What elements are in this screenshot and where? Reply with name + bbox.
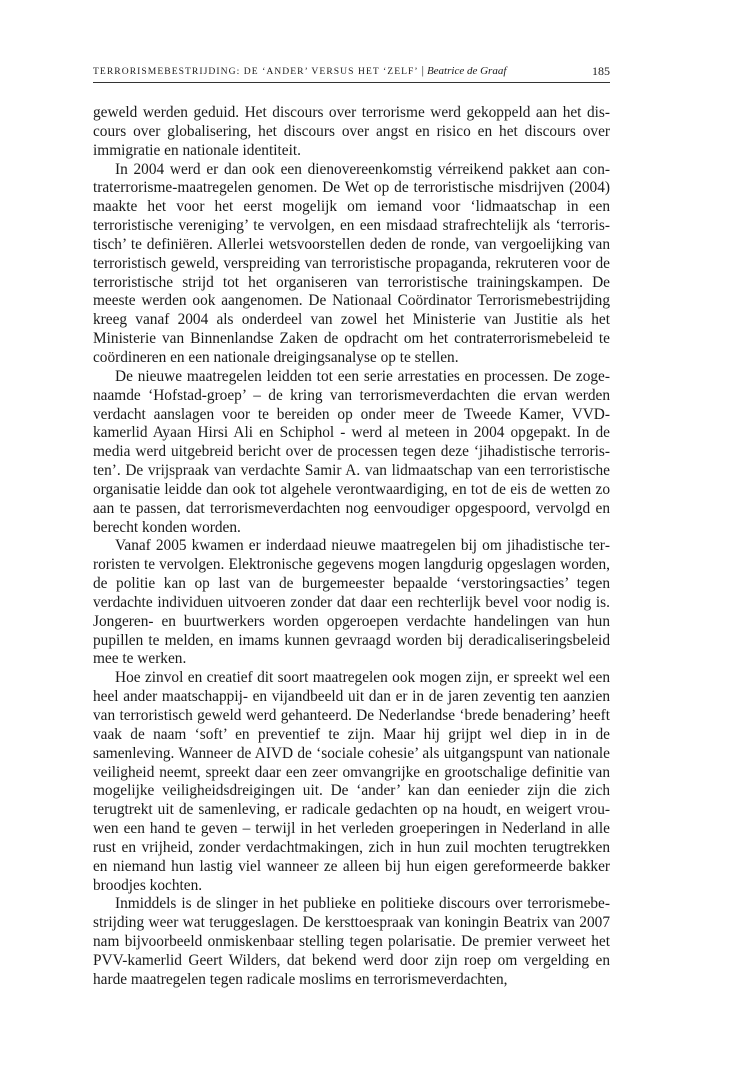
paragraph-1: geweld werden geduid. Het discours over terrorisme werd gekoppeld aan het discours over globalisering, het discours over angst en risico en het discours over immigratie en nationale identiteit. <box>93 104 610 159</box>
running-header <box>93 62 610 83</box>
header-separator: | <box>421 65 424 77</box>
running-title <box>93 63 506 80</box>
running-title-text: TERRORISMEBESTRIJDING: DE ‘ANDER’ VERSUS HET ‘ZELF’ <box>93 66 419 77</box>
author-name: Beatrice de Graaf <box>426 65 507 77</box>
paragraph-4: Vanaf 2005 kwamen er inderdaad nieuwe maatregelen bij om jihadistische terroristen te vervolgen. Elektronische gegevens mogen langdurig opgeslagen worden, de politie kan op last van de burgemeester bepaalde ‘verstoringsacties’ tegen verdachte individuen uitvoeren zonder dat daar een rechterlijk bevel voor nodig is. Jongeren- en buurtwerkers worden opgeroepen verdachte handelingen van hun pupillen te melden, en imams kunnen gevraagd worden bij deradicaliseringsbeleid mee te werken. <box>93 537 610 668</box>
body-text <box>93 104 610 990</box>
paragraph-2: In 2004 werd er dan ook een dienovereenkomstig vérreikend pakket aan contraterrorisme-maatregelen genomen. De Wet op de terroristische misdrijven (2004) maakte het voor het eerst mogelijk om iemand voor ‘lidmaatschap in een terroristische vereniging’ te vervolgen, en een misdaad strafrechtelijk als ‘terroristisch’ te definiëren. Allerlei wetsvoorstellen deden de ronde, van vergoelijking van terroristisch geweld, verspreiding van terroristische propaganda, rekruteren voor de terroristische strijd tot het organiseren van terroristische trainingskampen. De meeste werden ook aangenomen. De Nationaal Coördinator Terrorismebestrijding kreeg vanaf 2004 als onderdeel van zowel het Ministerie van Justitie als het Ministerie van Binnenlandse Zaken de opdracht om het contraterrorismebeleid te coördineren en een nationale dreigingsanalyse op te stellen. <box>93 160 610 366</box>
paragraph-5: Hoe zinvol en creatief dit soort maatregelen ook mogen zijn, er spreekt wel een heel ander maatschappij- en vijandbeeld uit dan er in de jaren zeventig ten aanzien van terroristisch geweld werd gehanteerd. De Nederlandse ‘brede benadering’ heeft vaak de naam ‘soft’ en preventief te zijn. Maar hij grijpt wel diep in in de samenleving. Wanneer de AIVD de ‘sociale cohesie’ als uitgangspunt van nationale veiligheid neemt, spreekt daar een zeer omvangrijke en grootschalige definitie van mogelijke veiligheidsdreigingen uit. De ‘ander’ kan dan eenieder zijn die zich terugtrekt uit de samenleving, er radicale gedachten op na houdt, en weigert vrouwen een hand te geven – terwijl in het verleden groeperingen in Nederland in alle rust en vrijheid, zonder verdachtmakingen, zich in hun zuil mochten terugtrekken en niemand hun lastig viel wanneer ze alleen bij hun eigen gereformeerde bakker broodjes kochten. <box>93 669 610 894</box>
page-number: 185 <box>592 64 610 78</box>
paragraph-6: Inmiddels is de slinger in het publieke en politieke discours over terrorismebestrijding weer wat teruggeslagen. De kersttoespraak van koningin Beatrix van 2007 nam bijvoorbeeld onmiskenbaar stelling tegen polarisatie. De premier verweet het PVV-kamerlid Geert Wilders, dat bekend werd door zijn roep om vergelding en harde maatregelen tegen radicale moslims en terrorismeverdachten, <box>93 895 610 988</box>
paragraph-3: De nieuwe maatregelen leidden tot een serie arrestaties en processen. De zogenaamde ‘Hofstad-groep’ – de kring van terrorismeverdachten die ervan werden verdacht aanslagen voor te bereiden op onder meer de Tweede Kamer, VVD-kamerlid Ayaan Hirsi Ali en Schiphol - werd al meteen in 2004 opgepakt. In de media werd uitgebreid bericht over de processen tegen deze ‘jihadistische terroristen’. De vrijspraak van verdachte Samir A. van lidmaatschap van een terroristische organisatie leidde dan ook tot algehele verontwaardiging, en tot de eis de wetten zo aan te passen, dat terrorismeverdachten nog eenvoudiger opgespoord, vervolgd en berecht konden worden. <box>93 367 610 536</box>
